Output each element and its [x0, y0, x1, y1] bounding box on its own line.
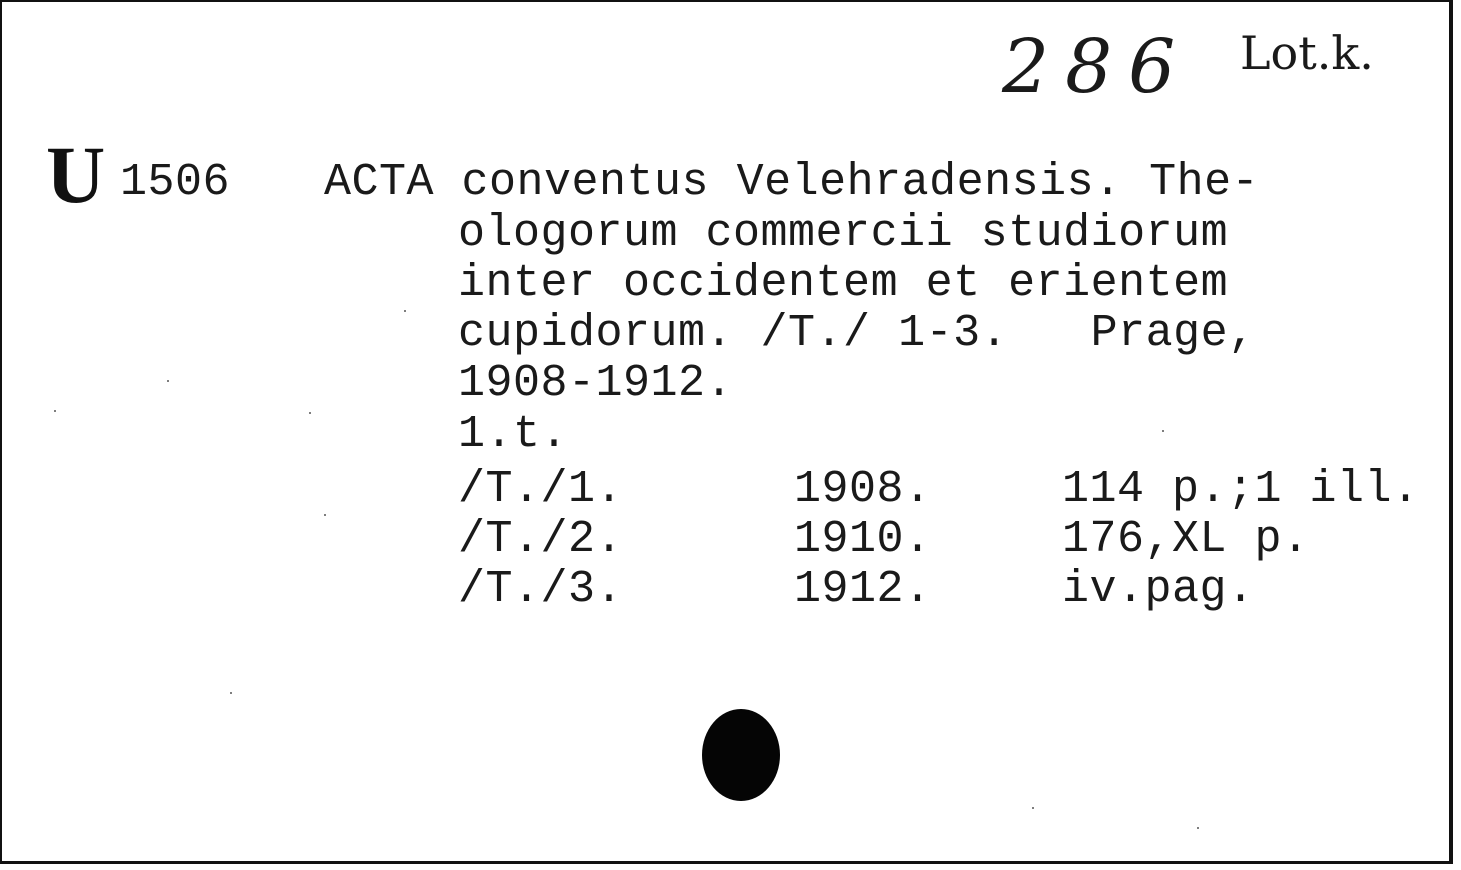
- title-line-1: ACTA conventus Velehradensis. The-: [324, 157, 1260, 208]
- volume-2-number: /T./2.: [458, 514, 624, 565]
- dust-speck: [1197, 827, 1199, 829]
- call-letter: U: [46, 129, 106, 220]
- volume-2-year: 1910.: [794, 514, 932, 565]
- volume-1-number: /T./1.: [458, 464, 624, 515]
- dust-speck: [309, 412, 311, 414]
- dust-speck: [404, 310, 406, 312]
- holdings-note: 1.t.: [458, 409, 569, 460]
- dust-speck: [1032, 807, 1034, 809]
- title-line-3: inter occidentem et erientem: [458, 258, 1229, 309]
- volume-3-year: 1912.: [794, 564, 932, 615]
- volume-3-extent: iv.pag.: [1062, 564, 1255, 615]
- dust-speck: [167, 380, 169, 382]
- dust-speck: [324, 514, 326, 516]
- call-number: 1506: [120, 157, 231, 208]
- dust-speck: [54, 410, 56, 412]
- volume-2-extent: 176,XL p.: [1062, 514, 1310, 565]
- volume-1-extent: 114 p.;1 ill.: [1062, 464, 1420, 515]
- volume-1-year: 1908.: [794, 464, 932, 515]
- dust-speck: [230, 692, 232, 694]
- imprint-years: 1908-1912.: [458, 358, 734, 409]
- title-line-2: ologorum commercii studiorum: [458, 208, 1229, 259]
- punch-hole: [702, 709, 780, 801]
- handwritten-number: 286: [1002, 24, 1192, 110]
- handwritten-note: Lot.k.: [1240, 26, 1374, 80]
- dust-speck: [1162, 430, 1164, 432]
- volume-3-number: /T./3.: [458, 564, 624, 615]
- title-line-4: cupidorum. /T./ 1-3. Prage,: [458, 308, 1256, 359]
